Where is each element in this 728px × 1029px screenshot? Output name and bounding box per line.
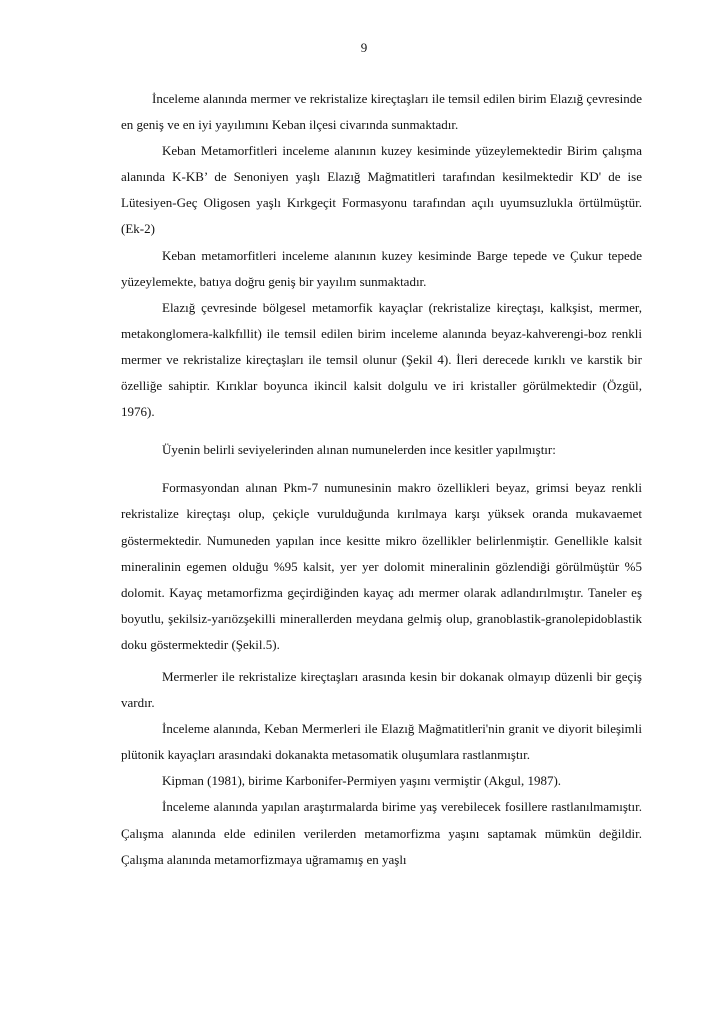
paragraph-9: Kipman (1981), birime Karbonifer-Permiyen yaşını vermiştir (Akgul, 1987). [162,773,562,789]
paragraph-3: Keban metamorfitleri inceleme alanının kuzey kesiminde Barge tepede ve Çukur tepede yüzeylemekte, batıya doğru geniş bir yayılım sunmaktadır. [121,247,642,289]
paragraph-10: İnceleme alanında yapılan araştırmalarda birime yaş verebilecek fosillere rastlanılmamıştır. Çalışma alanında elde edinilen verilerden metamorfizma yaşını saptamak mümkün değildir. Çalışma alanında metamorfizmaya uğramamış en yaşlı [121,799,642,867]
body-text [121,86,642,873]
paragraph-2: Keban Metamorfitleri inceleme alanının kuzey kesiminde yüzeylemektedir Birim çalışma alanında K-KB’ de Senoniyen yaşlı Elazığ Mağmatitleri tarafından kesilmektedir KD' de ise Lütesiyen-Geç Oligosen yaşlı Kırkgeçit Formasyonu tarafından açılı uyumsuzlukla örtülmüştür.(Ek-2) [121,143,642,237]
paragraph-7: Mermerler ile rekristalize kireçtaşları arasında kesin bir dokanak olmayıp düzenli bir geçiş vardır. [121,668,642,711]
paragraph-8: İnceleme alanında, Keban Mermerleri ile Elazığ Mağmatitleri'nin granit ve diyorit bileşimli plütonik kayaçları arasındaki dokanakta metasomatik oluşumlara rastlanmıştır. [121,721,642,763]
paragraph-1: İnceleme alanında mermer ve rekristalize kireçtaşları ile temsil edilen birim Elazığ çevresinde en geniş ve en iyi yayılımını Keban ilçesi civarında sunmaktadır. [121,91,642,133]
page-number: 9 [360,40,368,55]
paragraph-4: Elazığ çevresinde bölgesel metamorfik kayaçlar (rekristalize kireçtaşı, kalkşist, mermer, metakonglomera-kalkfıllit) ile temsil edilen birim inceleme alanında beyaz-kahverengi-boz renkli mermer ve rekristalize kireçtaşları ile temsil olunur (Şekil 4). İleri derecede kırıklı ve karstik bir özelliğe sahiptir. Kırıklar boyunca ikincil kalsit dolgulu ve iri kristaller görülmektedir (Özgül, 1976). [121,299,642,420]
paragraph-5: Üyenin belirli seviyelerinden alınan numunelerden ince kesitler yapılmıştır: [162,442,556,458]
paragraph-6: Formasyondan alınan Pkm-7 numunesinin makro özellikleri beyaz, grimsi beyaz renkli rekristalize kireçtaşı olup, çekiçle vurulduğunda kırılmaya karşı yüksek oranda mukavaemet göstermektedir. Numuneden yapılan ince kesitte mikro özellikler belirlenmiştir. Genellikle kalsit mineralinin egemen olduğu %95 kalsit, yer yer dolomit mineralinin gözlendiği görülmüştür %5 dolomit. Kayaç metamorfizma geçirdiğinden kayaç adı mermer olarak adlandırılmıştır. Taneler eş boyutlu, şekilsiz-yarıözşekilli minerallerden meydana gelmiş olup, granoblastik-granolepidoblastik doku göstermektedir (Şekil.5). [121,480,642,652]
